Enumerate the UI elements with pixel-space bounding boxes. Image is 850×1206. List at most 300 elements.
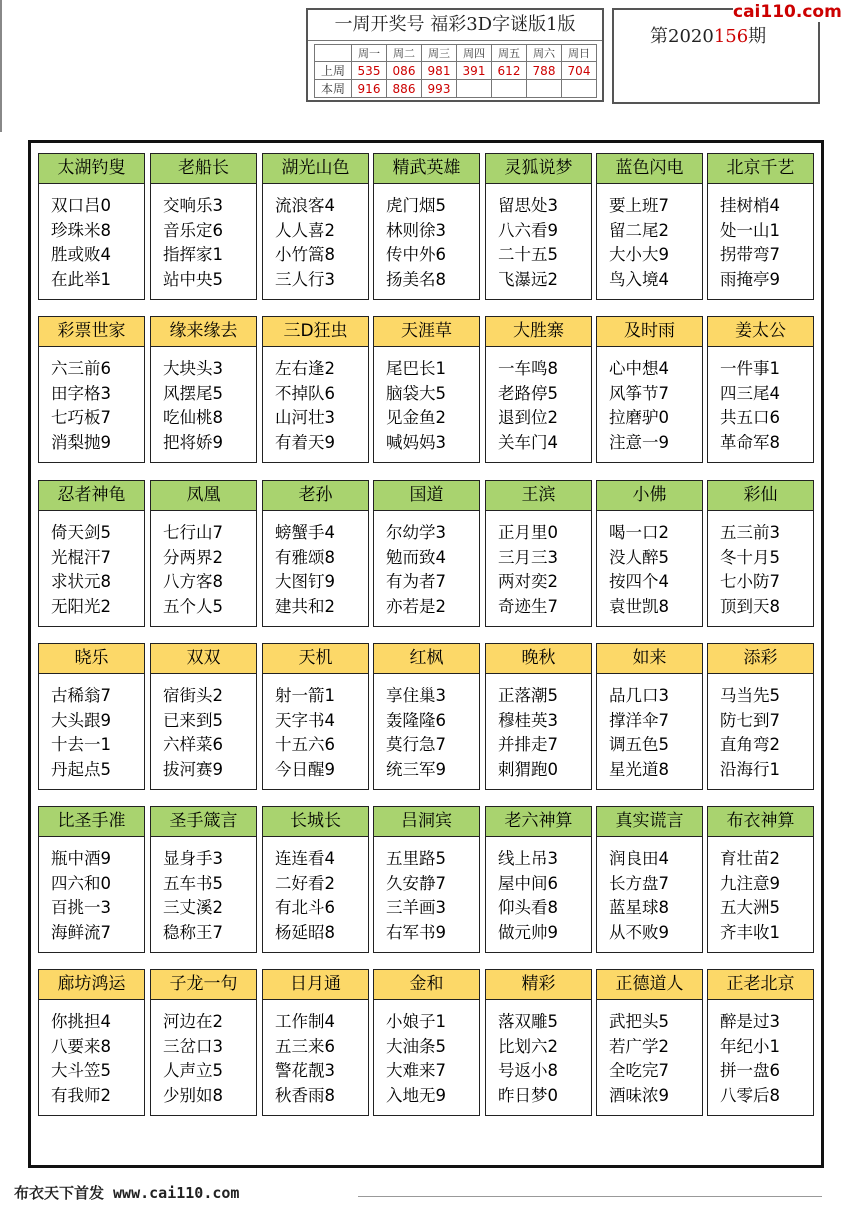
riddle-line: 大小大9 bbox=[609, 245, 669, 264]
riddle-line: 八六看9 bbox=[498, 220, 558, 240]
riddle-line: 调五色5 bbox=[609, 735, 669, 754]
riddle-card bbox=[707, 643, 814, 790]
draw-number: 535 bbox=[352, 62, 387, 80]
riddle-card bbox=[150, 643, 257, 790]
card-title: 老六神算 bbox=[486, 807, 591, 837]
riddle-line: 关车门4 bbox=[498, 432, 558, 452]
riddle-card bbox=[38, 153, 145, 300]
riddle-line: 站中央5 bbox=[163, 269, 223, 289]
weekday-label: 周日 bbox=[562, 45, 597, 62]
card-riddle-list bbox=[263, 511, 368, 619]
riddle-card bbox=[707, 806, 814, 953]
riddle-line: 醉是过3 bbox=[720, 1012, 780, 1031]
riddle-line: 小娘子1 bbox=[386, 1012, 446, 1031]
riddle-card bbox=[707, 480, 814, 627]
riddle-line: 七巧板7 bbox=[51, 408, 111, 427]
riddle-card bbox=[596, 316, 703, 463]
riddle-line: 穆桂英3 bbox=[498, 710, 558, 730]
card-riddle-list bbox=[374, 511, 479, 619]
issue-panel bbox=[612, 8, 820, 104]
card-riddle-list bbox=[708, 511, 813, 619]
this-week-label: 本周 bbox=[315, 80, 352, 98]
riddle-line: 从不败9 bbox=[609, 922, 669, 942]
riddle-line: 把将娇9 bbox=[163, 432, 223, 452]
card-title: 太湖钓叟 bbox=[39, 154, 144, 184]
riddle-card bbox=[596, 153, 703, 300]
draw-number: 886 bbox=[387, 80, 422, 98]
riddle-line: 落双雕5 bbox=[498, 1012, 558, 1031]
riddle-line: 珍珠米8 bbox=[51, 220, 111, 240]
weekday-label: 周一 bbox=[352, 45, 387, 62]
riddle-line: 你挑担4 bbox=[51, 1012, 111, 1031]
weekday-label: 周四 bbox=[457, 45, 492, 62]
card-title: 金和 bbox=[374, 970, 479, 1000]
riddle-line: 酒味浓9 bbox=[609, 1085, 669, 1105]
card-title: 王滨 bbox=[486, 481, 591, 511]
card-riddle-list bbox=[708, 1000, 813, 1108]
riddle-line: 宿街头2 bbox=[163, 686, 223, 705]
riddle-line: 有北斗6 bbox=[275, 898, 335, 917]
riddle-line: 九注意9 bbox=[720, 873, 780, 893]
riddle-line: 大块头3 bbox=[163, 359, 223, 378]
card-riddle-list bbox=[708, 837, 813, 945]
card-title: 吕洞宾 bbox=[374, 807, 479, 837]
card-riddle-list bbox=[39, 347, 144, 455]
card-title: 红枫 bbox=[374, 644, 479, 674]
issue-prefix: 第2020 bbox=[650, 26, 714, 47]
card-title: 添彩 bbox=[708, 644, 813, 674]
riddle-card bbox=[373, 643, 480, 790]
card-title: 彩票世家 bbox=[39, 317, 144, 347]
riddle-card bbox=[150, 806, 257, 953]
card-riddle-list bbox=[486, 837, 591, 945]
card-riddle-list bbox=[708, 347, 813, 455]
riddle-line: 比划六2 bbox=[498, 1036, 558, 1056]
riddle-line: 昨日梦0 bbox=[498, 1085, 558, 1105]
riddle-line: 右军书9 bbox=[386, 922, 446, 942]
riddle-line: 丹起点5 bbox=[51, 759, 111, 779]
riddle-line: 屋中间6 bbox=[498, 873, 558, 893]
riddle-line: 海鲜流7 bbox=[51, 922, 111, 942]
riddle-line: 连连看4 bbox=[275, 849, 335, 868]
weekday-label: 周六 bbox=[527, 45, 562, 62]
riddle-line: 扬美名8 bbox=[386, 269, 446, 289]
card-riddle-list bbox=[39, 1000, 144, 1108]
riddle-line: 分两界2 bbox=[163, 547, 223, 567]
riddle-line: 今日醒9 bbox=[275, 759, 335, 779]
riddle-line: 直角弯2 bbox=[720, 735, 780, 754]
issue-suffix: 期 bbox=[748, 26, 767, 47]
card-title: 比圣手准 bbox=[39, 807, 144, 837]
riddle-line: 一车鸣8 bbox=[498, 359, 558, 378]
card-riddle-list bbox=[486, 1000, 591, 1108]
riddle-card bbox=[373, 153, 480, 300]
card-riddle-list bbox=[374, 347, 479, 455]
riddle-line: 五三前3 bbox=[720, 523, 780, 542]
riddle-card bbox=[485, 480, 592, 627]
riddle-line: 指挥家1 bbox=[163, 245, 223, 264]
issue-number bbox=[650, 22, 766, 48]
riddle-line: 警花靓3 bbox=[275, 1061, 335, 1080]
left-edge-line bbox=[0, 0, 2, 132]
card-title: 老孙 bbox=[263, 481, 368, 511]
riddle-line: 二好看2 bbox=[275, 873, 335, 893]
card-title: 真实谎言 bbox=[597, 807, 702, 837]
riddle-line: 处一山1 bbox=[720, 220, 780, 240]
riddle-line: 久安静7 bbox=[386, 873, 446, 893]
riddle-line: 拼一盘6 bbox=[720, 1061, 780, 1080]
riddle-card bbox=[262, 153, 369, 300]
riddle-line: 有我师2 bbox=[51, 1085, 111, 1105]
riddle-line: 八零后8 bbox=[720, 1085, 780, 1105]
riddle-line: 山河壮3 bbox=[275, 408, 335, 427]
riddle-line: 吃仙桃8 bbox=[163, 408, 223, 427]
riddle-line: 莫行急7 bbox=[386, 735, 446, 754]
riddle-line: 喝一口2 bbox=[609, 523, 669, 542]
riddle-line: 三人行3 bbox=[275, 269, 335, 289]
riddle-line: 风筝节7 bbox=[609, 383, 669, 403]
riddle-line: 留思处3 bbox=[498, 196, 558, 215]
card-riddle-list bbox=[374, 674, 479, 782]
card-title: 正老北京 bbox=[708, 970, 813, 1000]
card-riddle-list bbox=[708, 184, 813, 292]
riddle-line: 大头跟9 bbox=[51, 710, 111, 730]
riddle-line: 蓝星球8 bbox=[609, 898, 669, 917]
riddle-card bbox=[596, 806, 703, 953]
card-riddle-list bbox=[263, 674, 368, 782]
weekday-label: 周三 bbox=[422, 45, 457, 62]
riddle-line: 人人喜2 bbox=[275, 220, 335, 240]
card-riddle-list bbox=[151, 1000, 256, 1108]
riddle-line: 统三军9 bbox=[386, 759, 446, 779]
riddle-line: 倚天剑5 bbox=[51, 523, 111, 542]
riddle-line: 拔河赛9 bbox=[163, 759, 223, 779]
riddle-line: 无阳光2 bbox=[51, 596, 111, 616]
riddle-line: 风摆尾5 bbox=[163, 383, 223, 403]
riddle-line: 入地无9 bbox=[386, 1085, 446, 1105]
card-riddle-list bbox=[263, 347, 368, 455]
riddle-line: 飞瀑远2 bbox=[498, 269, 558, 289]
riddle-card bbox=[373, 806, 480, 953]
card-riddle-list bbox=[374, 184, 479, 292]
site-logo: cai110.com bbox=[733, 2, 842, 22]
card-title: 小佛 bbox=[597, 481, 702, 511]
card-riddle-list bbox=[39, 184, 144, 292]
card-riddle-list bbox=[39, 511, 144, 619]
riddle-line: 退到位2 bbox=[498, 408, 558, 427]
riddle-card bbox=[707, 316, 814, 463]
card-title: 湖光山色 bbox=[263, 154, 368, 184]
riddle-line: 小竹篙8 bbox=[275, 245, 335, 264]
riddle-card bbox=[596, 969, 703, 1116]
card-title: 凤凰 bbox=[151, 481, 256, 511]
card-riddle-list bbox=[151, 837, 256, 945]
riddle-line: 流浪客4 bbox=[275, 196, 335, 215]
riddle-line: 螃蟹手4 bbox=[275, 523, 335, 542]
riddle-line: 秋香雨8 bbox=[275, 1085, 335, 1105]
card-riddle-list bbox=[151, 347, 256, 455]
riddle-line: 消梨抛9 bbox=[51, 432, 111, 452]
card-title: 晚秋 bbox=[486, 644, 591, 674]
riddle-line: 五里路5 bbox=[386, 849, 446, 868]
card-title: 正德道人 bbox=[597, 970, 702, 1000]
riddle-line: 大难来7 bbox=[386, 1061, 446, 1080]
card-riddle-list bbox=[597, 1000, 702, 1108]
riddle-line: 号返小8 bbox=[498, 1061, 558, 1080]
riddle-line: 已来到5 bbox=[163, 710, 223, 730]
weekday-label: 周五 bbox=[492, 45, 527, 62]
footer-credit: 布衣天下首发 www.cai110.com bbox=[14, 1184, 240, 1202]
riddle-line: 有雅颂8 bbox=[275, 547, 335, 567]
riddle-line: 年纪小1 bbox=[720, 1036, 780, 1056]
riddle-line: 杨延昭8 bbox=[275, 922, 335, 942]
riddle-line: 长方盘7 bbox=[609, 873, 669, 893]
riddle-line: 三丈溪2 bbox=[163, 898, 223, 917]
riddle-card bbox=[262, 969, 369, 1116]
card-riddle-list bbox=[263, 184, 368, 292]
riddle-line: 见金鱼2 bbox=[386, 408, 446, 427]
riddle-line: 建共和2 bbox=[275, 596, 335, 616]
riddle-line: 亦若是2 bbox=[386, 596, 446, 616]
card-title: 老船长 bbox=[151, 154, 256, 184]
riddle-line: 共五口6 bbox=[720, 408, 780, 427]
riddle-line: 传中外6 bbox=[386, 245, 446, 264]
riddle-line: 撑洋伞7 bbox=[609, 710, 669, 730]
riddle-card bbox=[707, 969, 814, 1116]
riddle-line: 奇迹生7 bbox=[498, 596, 558, 616]
riddle-line: 天字书4 bbox=[275, 710, 335, 730]
riddle-line: 左右逢2 bbox=[275, 359, 335, 378]
riddle-line: 做元帅9 bbox=[498, 922, 558, 942]
riddle-line: 八方客8 bbox=[163, 572, 223, 591]
riddle-card bbox=[38, 969, 145, 1116]
card-title: 彩仙 bbox=[708, 481, 813, 511]
card-title: 缘来缘去 bbox=[151, 317, 256, 347]
card-title: 及时雨 bbox=[597, 317, 702, 347]
card-riddle-list bbox=[708, 674, 813, 782]
weekly-draw-panel bbox=[306, 8, 604, 102]
riddle-line: 两对奕2 bbox=[498, 572, 558, 591]
riddle-line: 河边在2 bbox=[163, 1012, 223, 1031]
riddle-line: 老路停5 bbox=[498, 383, 558, 403]
issue-serial: 156 bbox=[713, 26, 749, 47]
riddle-line: 大斗笠5 bbox=[51, 1061, 111, 1080]
riddle-card bbox=[373, 969, 480, 1116]
riddle-line: 瓶中酒9 bbox=[51, 849, 111, 868]
riddle-line: 拉磨驴0 bbox=[609, 408, 669, 427]
riddle-line: 一件事1 bbox=[720, 359, 780, 378]
riddle-line: 尾巴长1 bbox=[386, 359, 446, 378]
card-title: 国道 bbox=[374, 481, 479, 511]
riddle-line: 四六和0 bbox=[51, 873, 111, 893]
card-title: 蓝色闪电 bbox=[597, 154, 702, 184]
riddle-line: 品几口3 bbox=[609, 686, 669, 705]
riddle-card bbox=[373, 316, 480, 463]
riddle-card bbox=[485, 643, 592, 790]
riddle-card bbox=[150, 969, 257, 1116]
draw-number: 788 bbox=[527, 62, 562, 80]
riddle-line: 交响乐3 bbox=[163, 196, 223, 215]
riddle-card bbox=[150, 480, 257, 627]
riddle-line: 十五六6 bbox=[275, 735, 335, 754]
riddle-line: 武把头5 bbox=[609, 1012, 669, 1031]
draw-number: 916 bbox=[352, 80, 387, 98]
riddle-line: 三月三3 bbox=[498, 547, 558, 567]
riddle-line: 仰头看8 bbox=[498, 898, 558, 917]
card-title: 布衣神算 bbox=[708, 807, 813, 837]
riddle-line: 人声立5 bbox=[163, 1061, 223, 1080]
card-title: 长城长 bbox=[263, 807, 368, 837]
card-riddle-list bbox=[39, 674, 144, 782]
riddle-line: 五三来6 bbox=[275, 1036, 335, 1056]
card-title: 如来 bbox=[597, 644, 702, 674]
riddle-line: 若广学2 bbox=[609, 1036, 669, 1056]
riddle-line: 林则徐3 bbox=[386, 220, 446, 240]
riddle-line: 齐丰收1 bbox=[720, 922, 780, 942]
riddle-line: 六三前6 bbox=[51, 359, 111, 378]
riddle-line: 五车书5 bbox=[163, 873, 223, 893]
draw-number bbox=[527, 80, 562, 98]
card-riddle-list bbox=[597, 511, 702, 619]
card-title: 大胜寨 bbox=[486, 317, 591, 347]
riddle-line: 显身手3 bbox=[163, 849, 223, 868]
riddle-line: 田字格3 bbox=[51, 383, 111, 403]
riddle-card bbox=[38, 806, 145, 953]
riddle-line: 拐带弯7 bbox=[720, 245, 780, 264]
card-title: 姜太公 bbox=[708, 317, 813, 347]
riddle-line: 冬十月5 bbox=[720, 547, 780, 567]
riddle-line: 星光道8 bbox=[609, 759, 669, 779]
riddle-line: 工作制4 bbox=[275, 1012, 335, 1031]
card-title: 日月通 bbox=[263, 970, 368, 1000]
riddle-card bbox=[707, 153, 814, 300]
card-title: 灵狐说梦 bbox=[486, 154, 591, 184]
footer-rule bbox=[358, 1196, 822, 1197]
card-riddle-list bbox=[39, 837, 144, 945]
riddle-line: 五大洲5 bbox=[720, 898, 780, 917]
card-title: 忍者神龟 bbox=[39, 481, 144, 511]
card-title: 三D狂虫 bbox=[263, 317, 368, 347]
riddle-line: 大油条5 bbox=[386, 1036, 446, 1056]
riddle-line: 少别如8 bbox=[163, 1085, 223, 1105]
riddle-line: 尔幼学3 bbox=[386, 523, 446, 542]
riddle-line: 留二尾2 bbox=[609, 220, 669, 240]
card-riddle-list bbox=[597, 837, 702, 945]
riddle-line: 三岔口3 bbox=[163, 1036, 223, 1056]
card-title: 子龙一句 bbox=[151, 970, 256, 1000]
card-riddle-list bbox=[263, 837, 368, 945]
last-week-row bbox=[315, 62, 597, 80]
riddle-line: 防七到7 bbox=[720, 710, 780, 730]
riddle-line: 大图钉9 bbox=[275, 572, 335, 591]
card-title: 圣手箴言 bbox=[151, 807, 256, 837]
riddle-line: 脑袋大5 bbox=[386, 383, 446, 403]
card-riddle-list bbox=[486, 347, 591, 455]
riddle-line: 线上吊3 bbox=[498, 849, 558, 868]
riddle-card bbox=[485, 969, 592, 1116]
card-riddle-list bbox=[597, 347, 702, 455]
weekday-header-row bbox=[315, 45, 597, 62]
riddle-line: 沿海行1 bbox=[720, 759, 780, 779]
card-title: 双双 bbox=[151, 644, 256, 674]
this-week-row bbox=[315, 80, 597, 98]
riddle-line: 袁世凯8 bbox=[609, 596, 669, 616]
card-riddle-list bbox=[151, 674, 256, 782]
riddle-line: 在此举1 bbox=[51, 269, 111, 289]
draw-number bbox=[457, 80, 492, 98]
draw-number: 981 bbox=[422, 62, 457, 80]
draw-number: 391 bbox=[457, 62, 492, 80]
draw-number: 612 bbox=[492, 62, 527, 80]
card-title: 北京千艺 bbox=[708, 154, 813, 184]
riddle-line: 心中想4 bbox=[609, 359, 669, 378]
panel-title: 一周开奖号 福彩3D字谜版1版 bbox=[308, 10, 602, 41]
riddle-line: 并排走7 bbox=[498, 735, 558, 754]
riddle-line: 光棍汗7 bbox=[51, 547, 111, 567]
riddle-line: 五个人5 bbox=[163, 596, 223, 616]
card-title: 晓乐 bbox=[39, 644, 144, 674]
riddle-card bbox=[38, 316, 145, 463]
card-riddle-list bbox=[374, 1000, 479, 1108]
card-riddle-list bbox=[263, 1000, 368, 1108]
riddle-card bbox=[485, 153, 592, 300]
riddle-line: 没人醉5 bbox=[609, 547, 669, 567]
riddle-line: 勉而致4 bbox=[386, 547, 446, 567]
riddle-line: 百挑一3 bbox=[51, 898, 111, 917]
riddle-line: 要上班7 bbox=[609, 196, 669, 215]
riddle-line: 音乐定6 bbox=[163, 220, 223, 240]
last-week-label: 上周 bbox=[315, 62, 352, 80]
riddle-line: 双口吕0 bbox=[51, 196, 111, 215]
riddle-line: 正月里0 bbox=[498, 523, 558, 542]
card-title: 精彩 bbox=[486, 970, 591, 1000]
riddle-line: 雨掩亭9 bbox=[720, 269, 780, 289]
riddle-card bbox=[485, 806, 592, 953]
riddle-line: 七行山7 bbox=[163, 523, 223, 542]
riddle-line: 刺猬跑0 bbox=[498, 759, 558, 779]
riddle-line: 有着天9 bbox=[275, 432, 335, 452]
riddle-card bbox=[262, 806, 369, 953]
riddle-line: 古稀翁7 bbox=[51, 686, 111, 705]
riddle-line: 享住巢3 bbox=[386, 686, 446, 705]
riddle-line: 润良田4 bbox=[609, 849, 669, 868]
weekday-label: 周二 bbox=[387, 45, 422, 62]
card-riddle-list bbox=[486, 511, 591, 619]
riddle-line: 六样菜6 bbox=[163, 735, 223, 754]
riddle-card bbox=[596, 643, 703, 790]
riddle-card bbox=[373, 480, 480, 627]
riddle-card bbox=[262, 316, 369, 463]
riddle-line: 马当先5 bbox=[720, 686, 780, 705]
card-riddle-list bbox=[486, 184, 591, 292]
riddle-line: 八要来8 bbox=[51, 1036, 111, 1056]
card-riddle-list bbox=[374, 837, 479, 945]
draw-number bbox=[492, 80, 527, 98]
riddle-line: 胜或败4 bbox=[51, 245, 111, 264]
riddle-line: 稳称王7 bbox=[163, 922, 223, 942]
draw-number: 993 bbox=[422, 80, 457, 98]
riddle-line: 轰隆隆6 bbox=[386, 710, 446, 730]
riddle-line: 喊妈妈3 bbox=[386, 432, 446, 452]
riddle-card bbox=[150, 316, 257, 463]
riddle-card bbox=[485, 316, 592, 463]
riddle-line: 射一箭1 bbox=[275, 686, 335, 705]
riddle-line: 革命军8 bbox=[720, 432, 780, 452]
card-title: 天涯草 bbox=[374, 317, 479, 347]
riddle-line: 顶到天8 bbox=[720, 596, 780, 616]
card-riddle-list bbox=[597, 674, 702, 782]
riddle-line: 二十五5 bbox=[498, 245, 558, 264]
